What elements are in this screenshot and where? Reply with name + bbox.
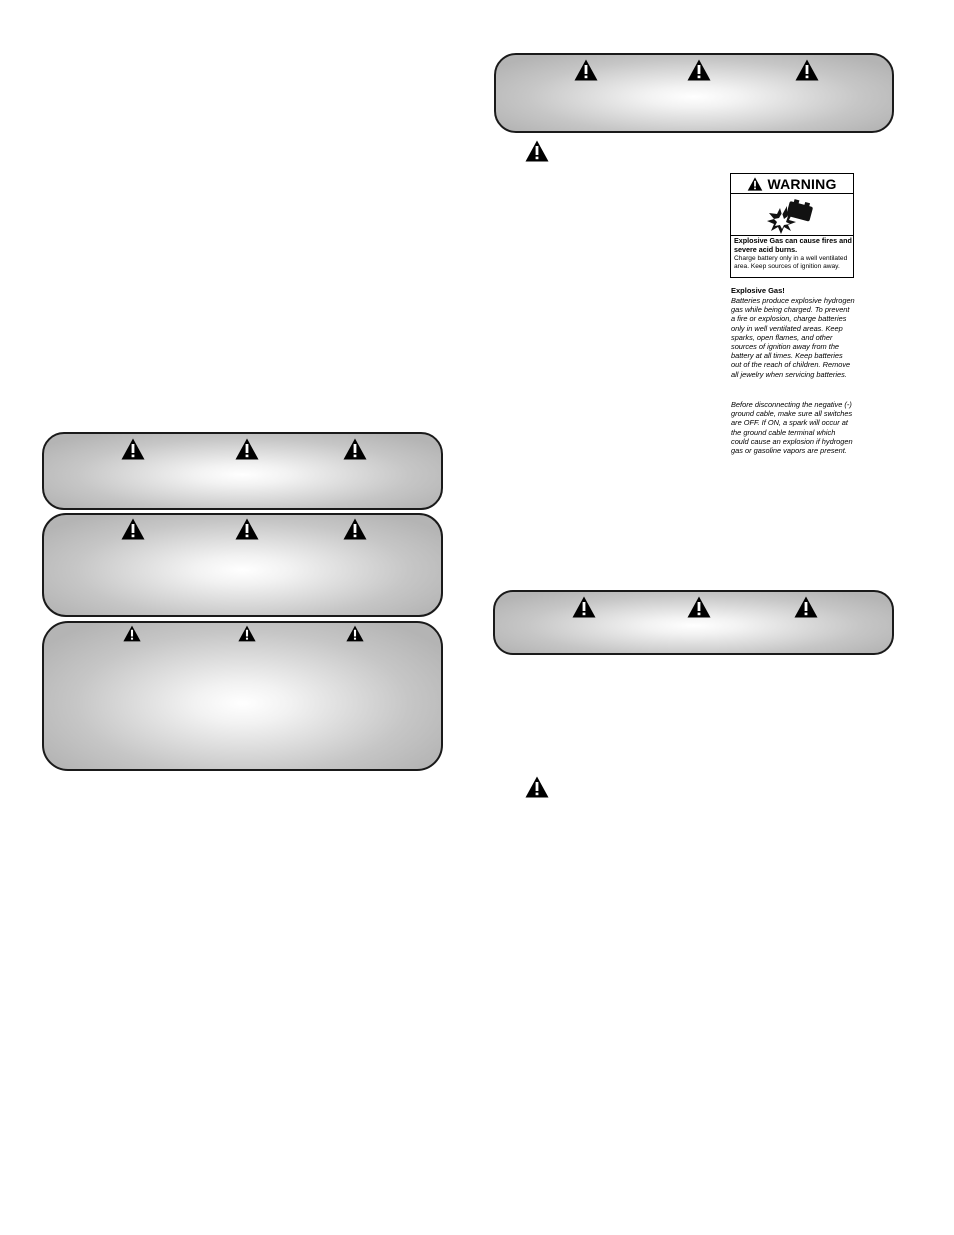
warning-triangle-icon	[687, 59, 711, 81]
warning-label-text: Charge battery only in a well ventilated area. Keep sources of ignition away.	[734, 255, 848, 270]
warning-triangle-icon	[572, 596, 596, 618]
hazard-panel-right-top	[494, 53, 894, 133]
warning-triangle-icon	[123, 625, 141, 642]
warning-triangle-icon	[687, 596, 711, 618]
warning-triangle-icon	[343, 438, 367, 460]
warning-label	[730, 173, 854, 278]
warning-triangle-icon	[747, 177, 763, 191]
warning-triangle-icon	[525, 776, 549, 798]
hazard-panel-left-2	[42, 513, 443, 617]
warning-label-bold-line: Explosive Gas can cause fires and severe acid burns.	[734, 236, 852, 254]
warning-triangle-icon	[343, 518, 367, 540]
hazard-panel-left-3	[42, 621, 443, 771]
explosion-battery-icon	[731, 194, 853, 236]
warning-triangle-icon	[346, 625, 364, 642]
warning-triangle-icon	[121, 438, 145, 460]
explosive-gas-title: Explosive Gas!	[731, 286, 785, 295]
warning-label-header	[731, 174, 853, 194]
explosive-gas-paragraph-1: Batteries produce explosive hydrogen gas while being charged. To prevent a fire or explosion, charge batteries only in well ventilated areas. Keep sparks, open flames, and other sources of ignition away from the battery at all times. Keep batteries out of the reach of children. Remove all jewelry when servicing batteries.	[731, 296, 855, 379]
warning-triangle-icon	[574, 59, 598, 81]
warning-label-heading: WARNING	[767, 175, 837, 192]
warning-triangle-icon	[238, 625, 256, 642]
warning-triangle-icon	[235, 518, 259, 540]
warning-triangle-icon	[235, 438, 259, 460]
warning-triangle-icon	[525, 140, 549, 162]
warning-triangle-icon	[795, 59, 819, 81]
warning-triangle-icon	[794, 596, 818, 618]
warning-triangle-icon	[121, 518, 145, 540]
explosive-gas-paragraph-2: Before disconnecting the negative (-) ground cable, make sure all switches are OFF. If ON, a spark will occur at the ground cable terminal which could cause an explosion if hydrogen gas or gasoline vapors are present.	[731, 400, 853, 456]
hazard-panel-left-1	[42, 432, 443, 510]
hazard-panel-right-bottom	[493, 590, 894, 655]
